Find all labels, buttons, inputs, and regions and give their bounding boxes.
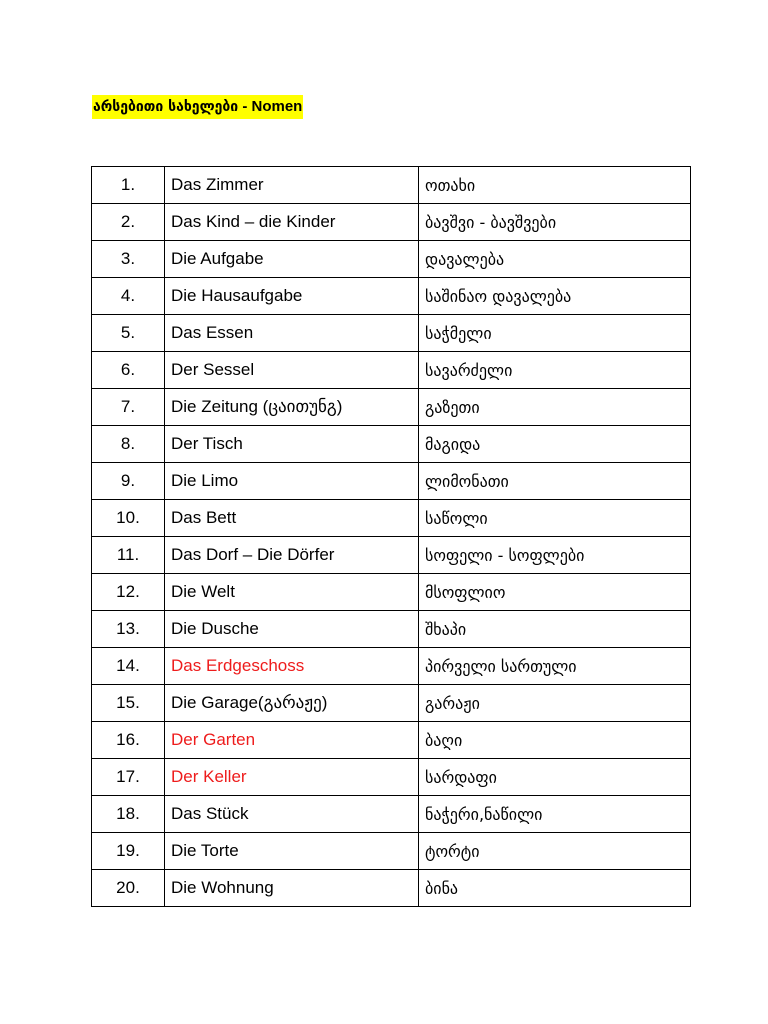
georgian-translation: გაზეთი	[419, 389, 691, 426]
german-word: Der Garten	[165, 722, 419, 759]
german-word: Der Keller	[165, 759, 419, 796]
georgian-translation: საწოლი	[419, 500, 691, 537]
german-word: Das Dorf – Die Dörfer	[165, 537, 419, 574]
table-row	[92, 796, 691, 833]
georgian-translation: სავარძელი	[419, 352, 691, 389]
row-number: 17.	[92, 759, 165, 796]
german-word: Die Torte	[165, 833, 419, 870]
georgian-translation: ლიმონათი	[419, 463, 691, 500]
row-number: 4.	[92, 278, 165, 315]
table-row	[92, 685, 691, 722]
row-number: 2.	[92, 204, 165, 241]
georgian-translation: პირველი სართული	[419, 648, 691, 685]
page-title	[92, 95, 303, 119]
georgian-translation: გარაჟი	[419, 685, 691, 722]
georgian-translation: მაგიდა	[419, 426, 691, 463]
row-number: 12.	[92, 574, 165, 611]
row-number: 6.	[92, 352, 165, 389]
german-word: Die Dusche	[165, 611, 419, 648]
vocabulary-table-body	[92, 167, 691, 907]
table-row	[92, 722, 691, 759]
german-word: Der Sessel	[165, 352, 419, 389]
german-word: Das Erdgeschoss	[165, 648, 419, 685]
georgian-translation: ტორტი	[419, 833, 691, 870]
row-number: 3.	[92, 241, 165, 278]
table-row	[92, 204, 691, 241]
georgian-translation: ბინა	[419, 870, 691, 907]
vocabulary-table	[91, 166, 691, 907]
row-number: 10.	[92, 500, 165, 537]
title-separator: -	[238, 98, 252, 115]
table-row	[92, 167, 691, 204]
german-word: Die Hausaufgabe	[165, 278, 419, 315]
georgian-translation: სარდაფი	[419, 759, 691, 796]
georgian-translation: ბავშვი - ბავშვები	[419, 204, 691, 241]
table-row	[92, 241, 691, 278]
georgian-translation: ოთახი	[419, 167, 691, 204]
table-row	[92, 352, 691, 389]
german-word: Die Welt	[165, 574, 419, 611]
row-number: 15.	[92, 685, 165, 722]
row-number: 9.	[92, 463, 165, 500]
german-word: Das Zimmer	[165, 167, 419, 204]
table-row	[92, 648, 691, 685]
georgian-translation: შხაპი	[419, 611, 691, 648]
table-row	[92, 833, 691, 870]
table-row	[92, 389, 691, 426]
row-number: 7.	[92, 389, 165, 426]
georgian-translation: ნაჭერი,ნაწილი	[419, 796, 691, 833]
german-word: Die Limo	[165, 463, 419, 500]
row-number: 13.	[92, 611, 165, 648]
table-row	[92, 500, 691, 537]
row-number: 11.	[92, 537, 165, 574]
german-word: Das Kind – die Kinder	[165, 204, 419, 241]
german-word: Die Garage(გარაჟე)	[165, 685, 419, 722]
row-number: 14.	[92, 648, 165, 685]
table-row	[92, 278, 691, 315]
german-word: Das Bett	[165, 500, 419, 537]
table-row	[92, 759, 691, 796]
table-row	[92, 870, 691, 907]
german-word: Die Zeitung (ცაითუნგ)	[165, 389, 419, 426]
table-row	[92, 315, 691, 352]
georgian-translation: ბაღი	[419, 722, 691, 759]
georgian-translation: დავალება	[419, 241, 691, 278]
row-number: 19.	[92, 833, 165, 870]
title-german: Nomen	[251, 98, 303, 115]
table-row	[92, 574, 691, 611]
table-row	[92, 611, 691, 648]
german-word: Die Wohnung	[165, 870, 419, 907]
german-word: Das Stück	[165, 796, 419, 833]
georgian-translation: საშინაო დავალება	[419, 278, 691, 315]
german-word: Die Aufgabe	[165, 241, 419, 278]
row-number: 1.	[92, 167, 165, 204]
georgian-translation: სოფელი - სოფლები	[419, 537, 691, 574]
row-number: 20.	[92, 870, 165, 907]
row-number: 5.	[92, 315, 165, 352]
row-number: 16.	[92, 722, 165, 759]
title-georgian: არსებითი სახელები	[93, 99, 239, 115]
german-word: Der Tisch	[165, 426, 419, 463]
row-number: 18.	[92, 796, 165, 833]
georgian-translation: მსოფლიო	[419, 574, 691, 611]
table-row	[92, 426, 691, 463]
table-row	[92, 537, 691, 574]
german-word: Das Essen	[165, 315, 419, 352]
georgian-translation: საჭმელი	[419, 315, 691, 352]
table-row	[92, 463, 691, 500]
row-number: 8.	[92, 426, 165, 463]
